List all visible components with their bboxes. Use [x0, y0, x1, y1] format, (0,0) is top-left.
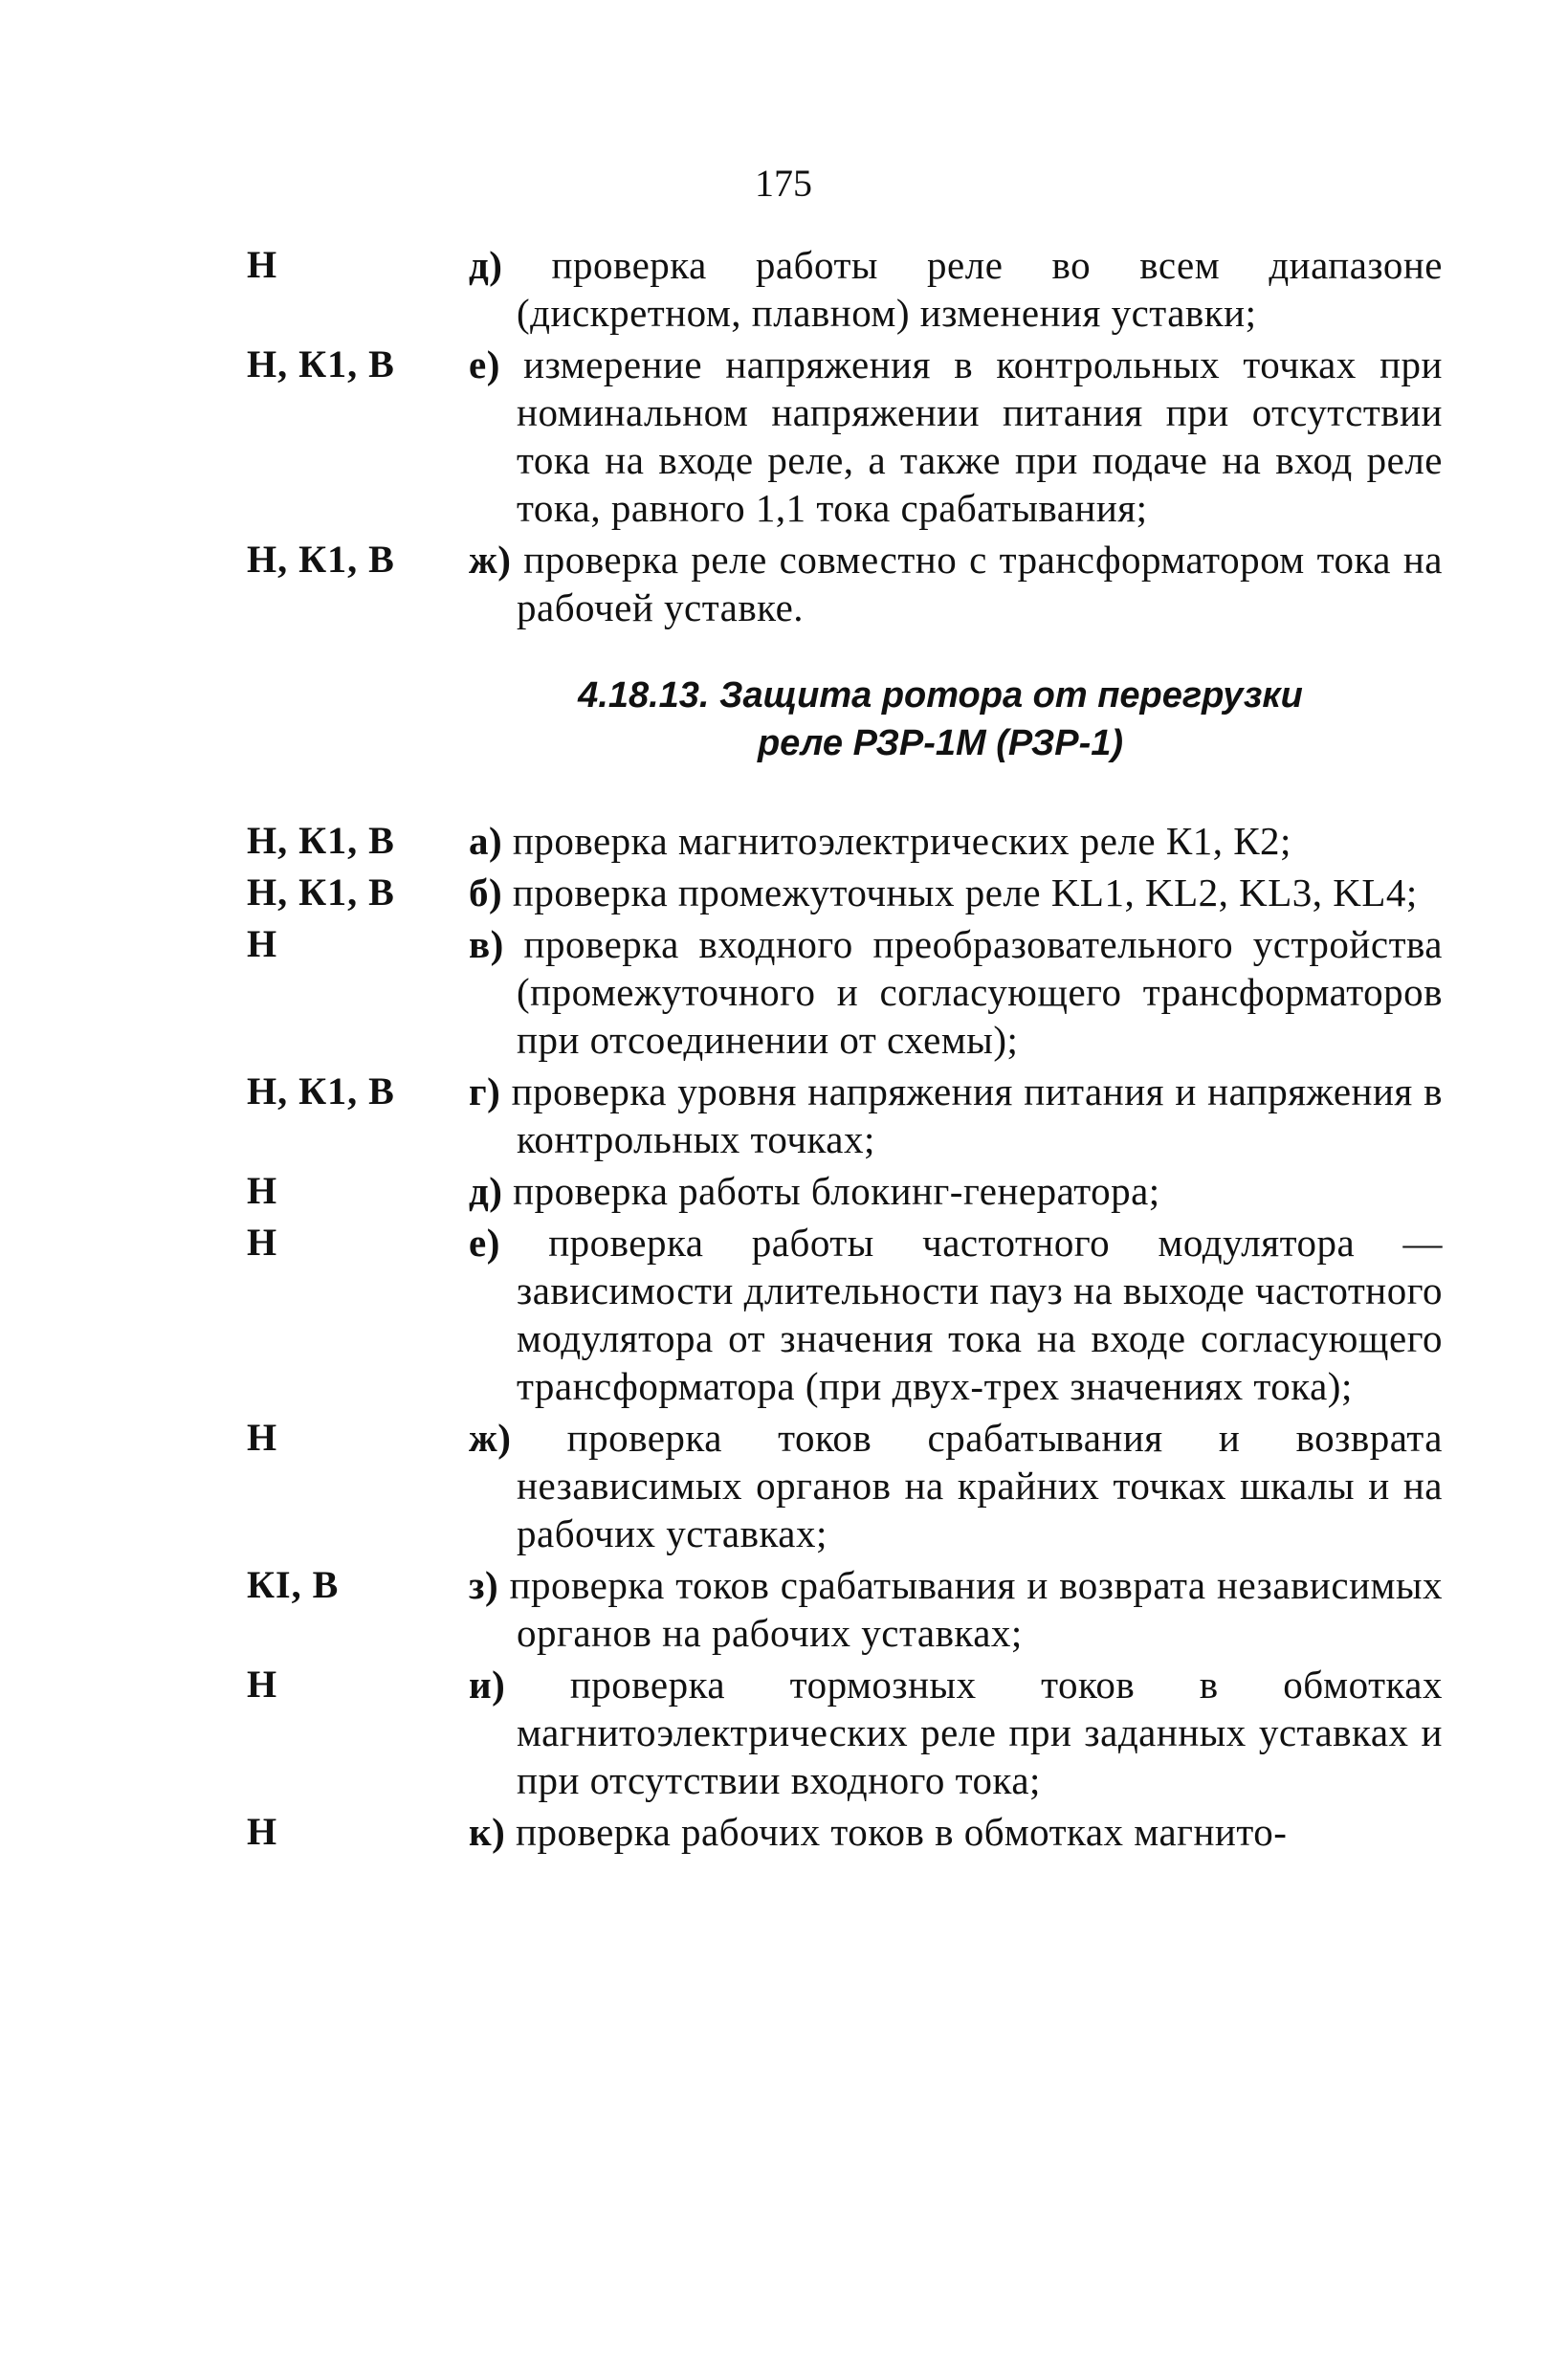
- list-item: [247, 1219, 1443, 1410]
- item-code: Н: [247, 1810, 278, 1853]
- item-letter: д): [469, 1169, 503, 1213]
- item-code: Н: [247, 922, 278, 965]
- item-description: проверка входного преобразовательного устройства (промежуточного и согласующего трансформаторов при отсоединении от схемы);: [517, 922, 1443, 1062]
- item-description: проверка промежуточных реле KL1, KL2, KL3, KL4;: [512, 870, 1418, 915]
- item-letter: з): [469, 1563, 499, 1607]
- item-description: проверка уровня напряжения питания и напряжения в контрольных точках;: [511, 1069, 1443, 1161]
- item-code: Н: [247, 1663, 278, 1706]
- list-item: [247, 1808, 1443, 1856]
- item-text: [469, 1167, 1443, 1215]
- item-letter: к): [469, 1810, 506, 1854]
- item-letter: г): [469, 1069, 501, 1113]
- item-description: проверка реле совместно с трансформатором тока на рабочей уставке.: [517, 538, 1443, 629]
- item-code: КI, В: [247, 1563, 340, 1606]
- list-item: [247, 920, 1443, 1064]
- list-item: [247, 1561, 1443, 1657]
- list-item: [247, 341, 1443, 532]
- item-code: Н, К1, В: [247, 819, 395, 862]
- item-description: проверка работы блокинг-генератора;: [513, 1169, 1160, 1213]
- item-text: [469, 1808, 1443, 1856]
- item-text: [469, 920, 1443, 1064]
- page-content: [247, 241, 1443, 1860]
- item-text: [469, 536, 1443, 631]
- item-description: измерение напряжения в контрольных точках при номинальном напряжении питания при отсутствии тока на входе реле, а также при подаче на вход реле тока, равного 1,1 тока срабатывания;: [517, 342, 1443, 530]
- item-description: проверка токов срабатывания и возврата независимых органов на рабочих уставках;: [509, 1563, 1443, 1655]
- item-letter: е): [469, 342, 500, 386]
- list-item: [247, 817, 1443, 865]
- section-heading: [247, 672, 1443, 767]
- item-description: проверка магнитоэлектрических реле К1, К2;: [512, 819, 1291, 863]
- section-heading-line2: реле РЗР-1М (РЗР-1): [757, 723, 1124, 763]
- page-number: 175: [755, 162, 812, 205]
- list-item: [247, 536, 1443, 631]
- item-letter: в): [469, 922, 504, 966]
- item-letter: б): [469, 870, 503, 915]
- item-letter: а): [469, 819, 503, 863]
- item-text: [469, 1661, 1443, 1804]
- item-letter: ж): [469, 538, 512, 582]
- item-description: проверка работы частотного модулятора — зависимости длительности пауз на выходе частотного модулятора от значения тока на входе согласующего трансформатора (при двух-трех значениях тока);: [517, 1221, 1443, 1408]
- item-letter: е): [469, 1221, 500, 1265]
- item-code: Н, К1, В: [247, 538, 395, 581]
- item-letter: д): [469, 243, 503, 287]
- list-item: [247, 869, 1443, 916]
- section-heading-line1: 4.18.13. Защита ротора от перегрузки: [578, 675, 1303, 716]
- list-item: [247, 1068, 1443, 1163]
- item-description: проверка токов срабатывания и возврата независимых органов на крайних точках шкалы и на рабочих уставках;: [517, 1416, 1443, 1555]
- item-text: [469, 1414, 1443, 1557]
- list-item: [247, 1167, 1443, 1215]
- item-code: Н, К1, В: [247, 870, 395, 914]
- item-code: Н, К1, В: [247, 342, 395, 386]
- item-text: [469, 869, 1443, 916]
- item-code: Н: [247, 1221, 278, 1264]
- item-text: [469, 1219, 1443, 1410]
- item-code: Н: [247, 243, 278, 286]
- list-item: [247, 241, 1443, 337]
- item-description: проверка рабочих токов в обмотках магнито-: [516, 1810, 1288, 1854]
- item-description: проверка тормозных токов в обмотках магнитоэлектрических реле при заданных уставках и при отсутствии входного тока;: [517, 1663, 1443, 1802]
- item-text: [469, 817, 1443, 865]
- item-letter: и): [469, 1663, 506, 1707]
- item-description: проверка работы реле во всем диапазоне (дискретном, плавном) изменения уставки;: [517, 243, 1444, 335]
- item-code: Н: [247, 1169, 278, 1212]
- list-item: [247, 1661, 1443, 1804]
- item-letter: ж): [469, 1416, 512, 1460]
- item-text: [469, 1561, 1443, 1657]
- item-code: Н, К1, В: [247, 1069, 395, 1113]
- item-text: [469, 241, 1443, 337]
- item-text: [469, 1068, 1443, 1163]
- list-item: [247, 1414, 1443, 1557]
- item-text: [469, 341, 1443, 532]
- item-code: Н: [247, 1416, 278, 1459]
